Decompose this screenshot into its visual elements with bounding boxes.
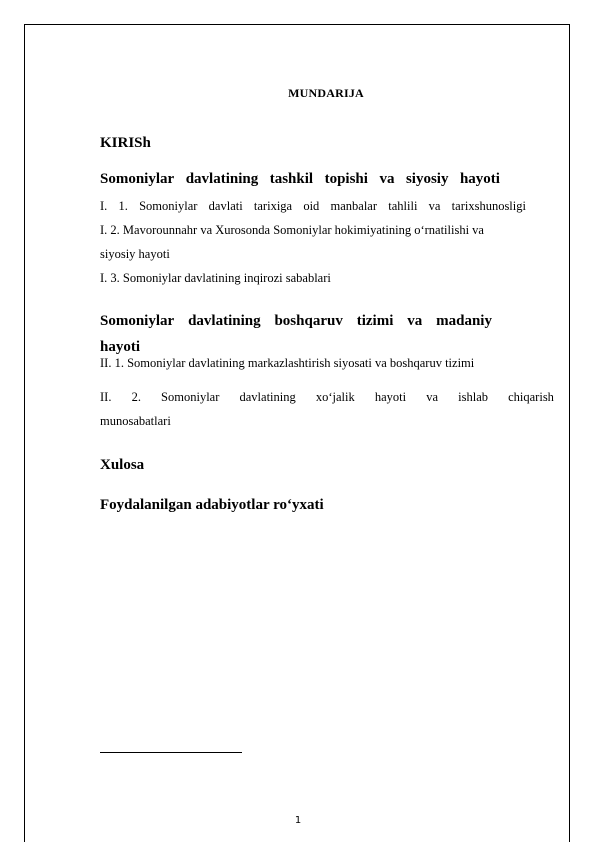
toc-item-2-2-line1[interactable] <box>100 390 554 405</box>
item-word: manbalar <box>330 199 378 213</box>
heading-word: siyosiy <box>405 171 449 187</box>
item-word: 1. <box>118 199 128 213</box>
toc-item-2-2-line2[interactable]: munosabatlari <box>100 414 171 428</box>
footnote-separator <box>100 752 242 753</box>
toc-intro-heading[interactable]: KIRISh <box>100 135 151 151</box>
toc-item-1-1[interactable] <box>100 199 526 214</box>
document-title: MUNDARIJA <box>288 86 364 100</box>
toc-chapter2-heading[interactable] <box>100 313 492 330</box>
heading-word: va <box>407 313 423 329</box>
toc-item-1-2-line1[interactable]: I. 2. Mavorounnahr va Xurosonda Somoniylar hokimiyatining o‘rnatilishi va <box>100 223 484 237</box>
toc-chapter1-heading[interactable] <box>100 171 500 188</box>
heading-word: davlatining <box>188 313 261 329</box>
item-word: tarixshunosligi <box>451 199 526 213</box>
heading-word: Somoniylar <box>100 171 175 187</box>
item-word: Somoniylar <box>161 390 220 404</box>
heading-word: tizimi <box>356 313 394 329</box>
item-word: chiqarish <box>508 390 554 404</box>
heading-word: Somoniylar <box>100 313 175 329</box>
toc-chapter2-heading-line2[interactable]: hayoti <box>100 339 141 355</box>
toc-conclusion-heading[interactable]: Xulosa <box>100 457 145 473</box>
heading-word: hayoti <box>459 171 500 187</box>
heading-word: topishi <box>324 171 368 187</box>
item-word: hayoti <box>374 390 407 404</box>
toc-item-1-2-line2[interactable]: siyosiy hayoti <box>100 247 170 261</box>
toc-references-heading[interactable]: Foydalanilgan adabiyotlar ro‘yxati <box>100 497 324 513</box>
toc-item-1-3[interactable]: I. 3. Somoniylar davlatining inqirozi sabablari <box>100 271 331 285</box>
heading-word: madaniy <box>436 313 492 329</box>
item-word: ishlab <box>458 390 488 404</box>
toc-item-2-1[interactable]: II. 1. Somoniylar davlatining markazlashtirish siyosati va boshqaruv tizimi <box>100 356 475 370</box>
page-number: 1 <box>294 815 302 826</box>
item-word: davlati <box>208 199 243 213</box>
item-word: oid <box>303 199 320 213</box>
item-word: tarixiga <box>253 199 293 213</box>
heading-word: tashkil <box>269 171 314 187</box>
heading-word: davlatining <box>185 171 259 187</box>
heading-word: va <box>379 171 395 187</box>
item-word: davlatining <box>239 390 296 404</box>
item-word: Somoniylar <box>139 199 198 213</box>
item-word: va <box>426 390 439 404</box>
item-word: I. <box>100 199 108 213</box>
heading-word: boshqaruv <box>274 313 343 329</box>
item-word: II. <box>100 390 112 404</box>
item-word: va <box>428 199 441 213</box>
item-word: tahlili <box>388 199 418 213</box>
item-word: 2. <box>131 390 141 404</box>
item-word: xo‘jalik <box>315 390 355 404</box>
